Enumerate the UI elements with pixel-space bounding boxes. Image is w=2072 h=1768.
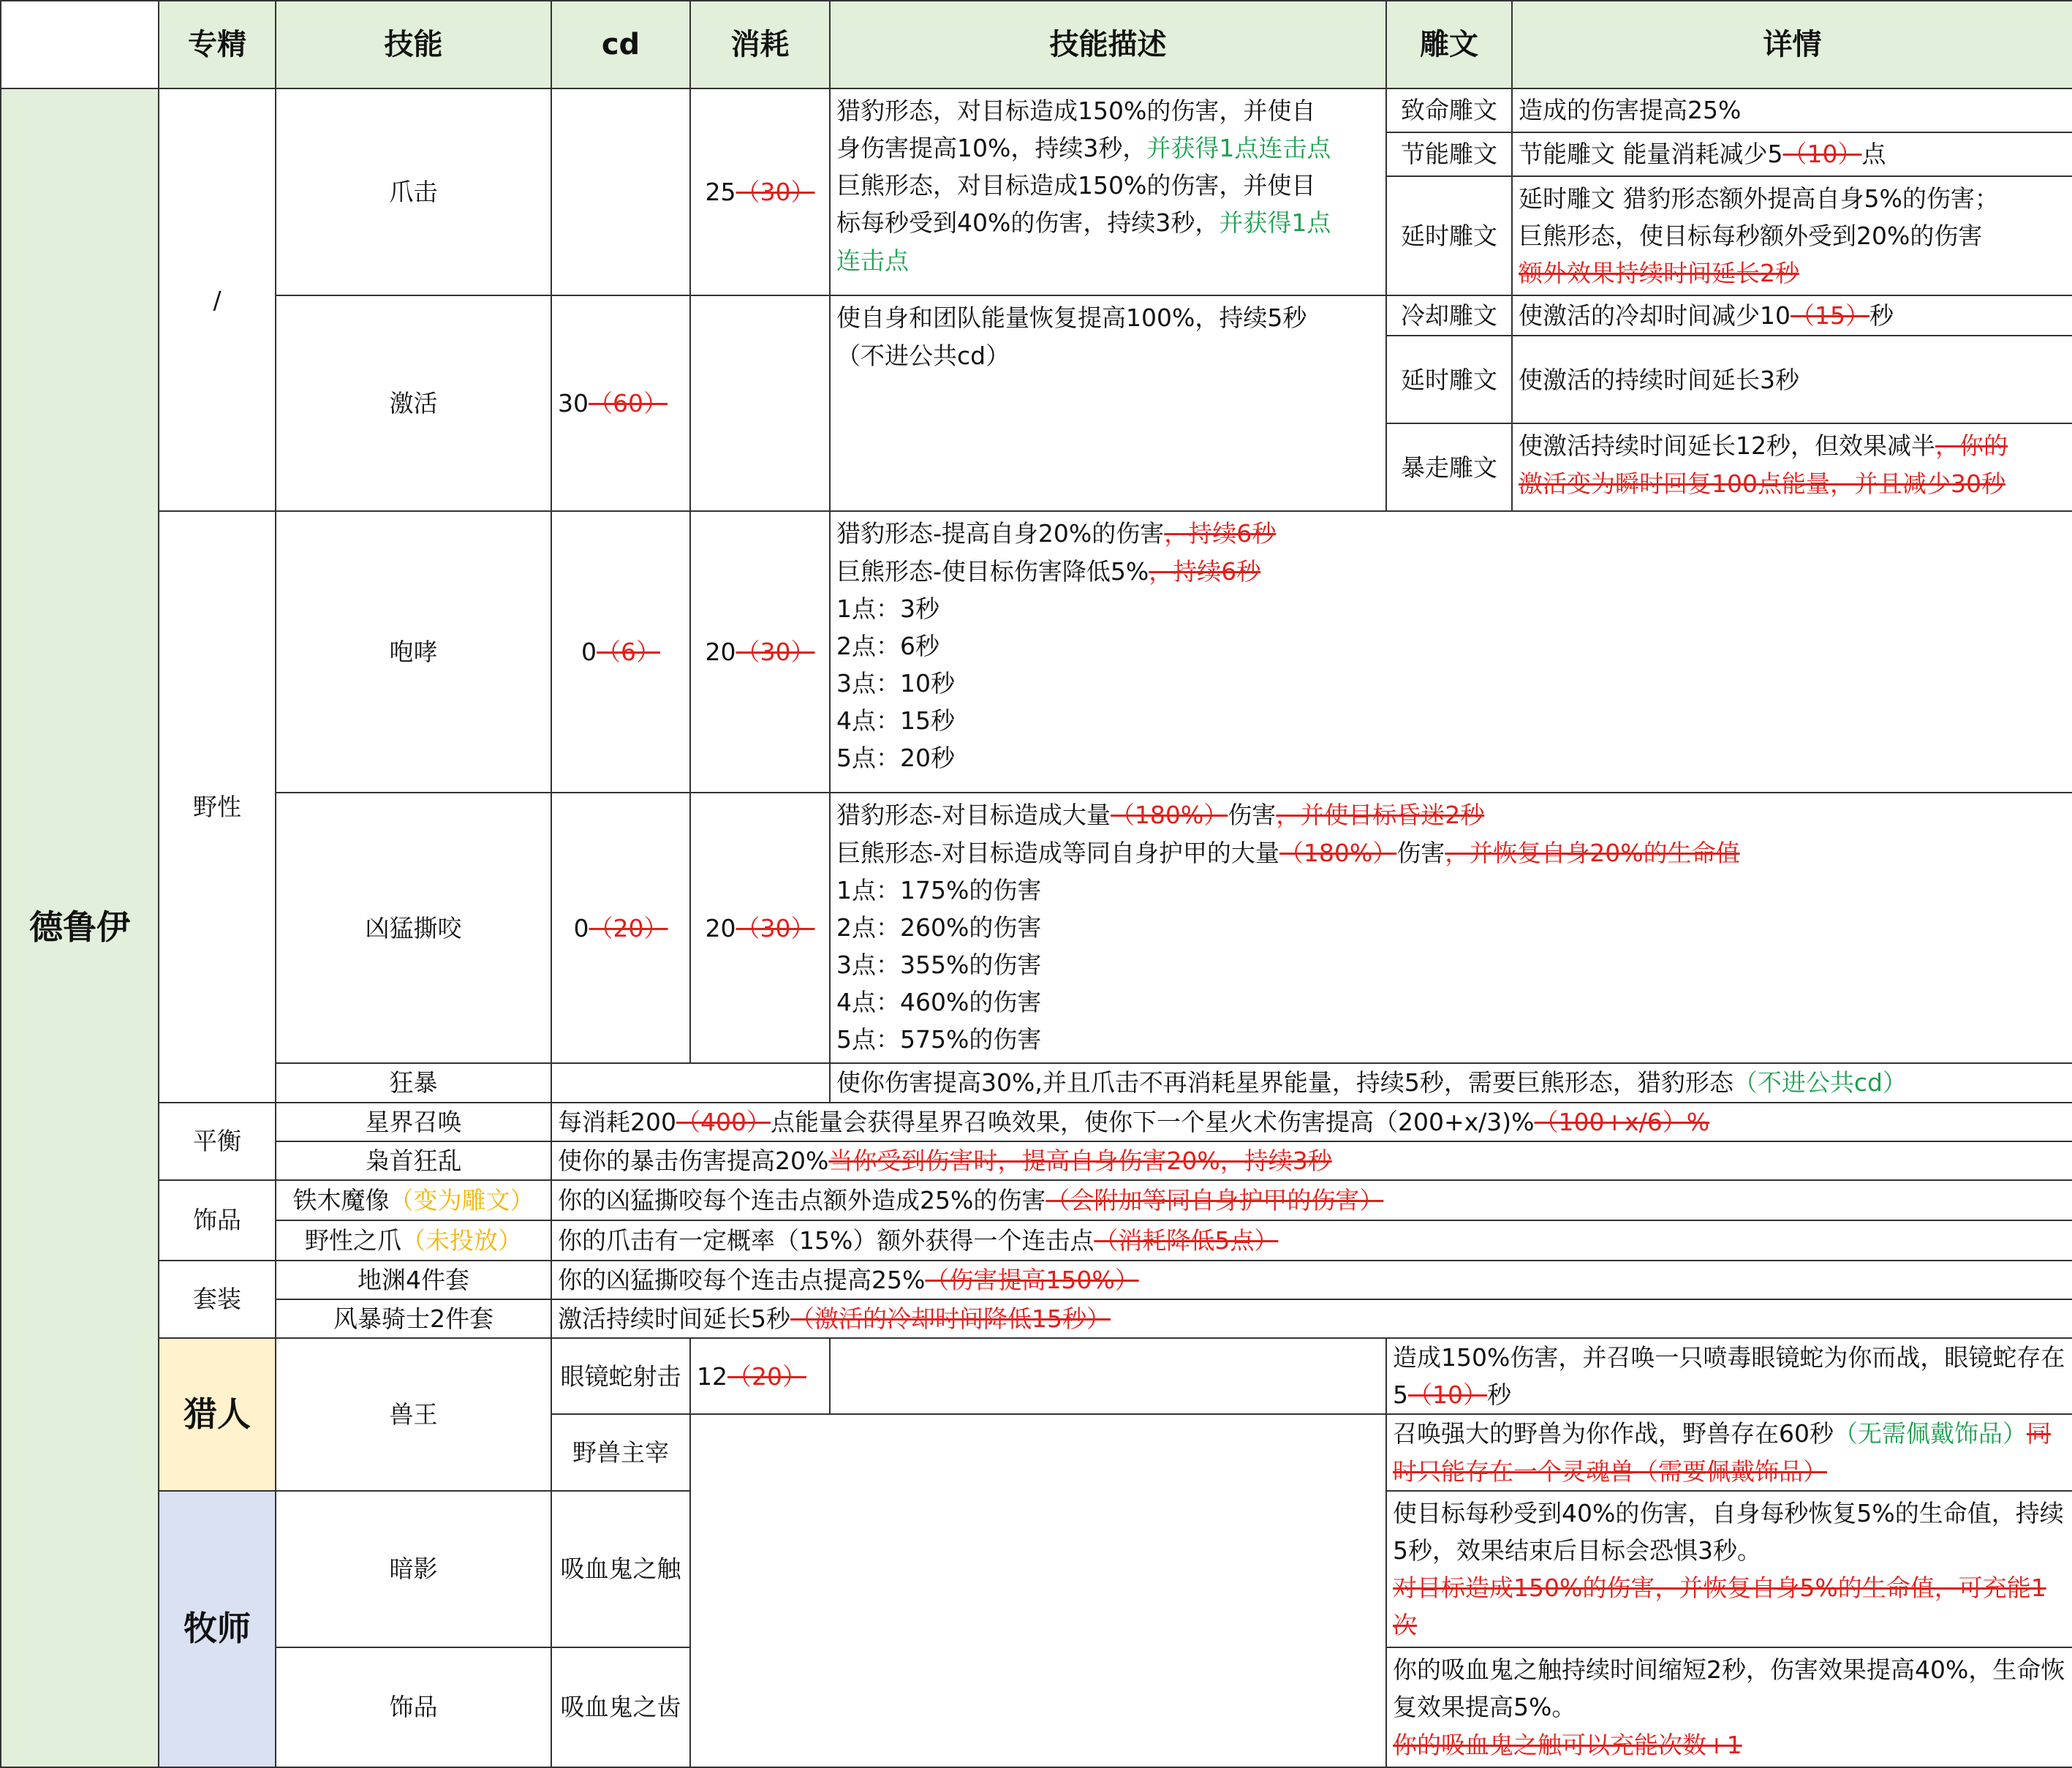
glyph-old: ，你的 <box>1935 431 2008 461</box>
desc-old: （会附加等同自身护甲的伤害） <box>1046 1185 1384 1214</box>
desc-line <box>836 834 2066 872</box>
cost-old: （30） <box>736 638 815 667</box>
desc-green: （无需佩戴饰品） <box>1834 1419 2027 1448</box>
skill-wildclaw <box>276 1220 551 1261</box>
desc-text: 巨熊形态-使目标伤害降低5% <box>836 556 1149 586</box>
desc-old: （激活的冷却时间降低15秒） <box>790 1304 1111 1333</box>
desc-green: 并获得1点 <box>1219 208 1331 238</box>
desc-old: ，并恢复自身20%的生命值 <box>1445 838 1740 867</box>
skill-frenzy: 枭首狂乱 <box>276 1141 551 1180</box>
spec-trinket2: 饰品 <box>276 1647 551 1767</box>
cd-new: 0 <box>573 913 589 942</box>
desc-old: （消耗降低5点） <box>1094 1225 1279 1255</box>
desc-roar <box>830 511 2072 793</box>
desc-line: 巨熊形态，对目标造成150%的伤害，并使目 <box>836 171 1316 200</box>
cd-new: 30 <box>558 389 589 418</box>
desc-green: 并获得1点连击点 <box>1146 134 1331 163</box>
desc-line <box>836 515 2066 552</box>
skill-text: 野性之爪 <box>305 1225 401 1255</box>
skill-storm: 风暴骑士2件套 <box>276 1299 551 1338</box>
cd-roar <box>551 511 690 793</box>
desc-text: 造成150%伤害，并召唤一只喷毒眼镜蛇为你而战，眼镜蛇存在5 <box>1393 1343 2065 1410</box>
glyph-detail: 使激活的持续时间延长3秒 <box>1512 336 2072 423</box>
desc-green: （不进公共cd） <box>1733 1068 1907 1098</box>
desc-cobra <box>1386 1338 2072 1414</box>
desc-text: 秒 <box>1487 1380 1511 1410</box>
desc-line: 4点：15秒 <box>836 706 955 736</box>
desc-text: 使你伤害提高30%,并且爪击不再消耗星界能量，持续5秒，需要巨熊形态，猎豹形态 <box>836 1068 1733 1098</box>
cd-old: （6） <box>597 638 660 667</box>
glyph-line: 巨熊形态，使目标每秒额外受到20%的伤害 <box>1519 222 1983 251</box>
desc-old: 你的吸血鬼之触可以充能次数+1 <box>1393 1730 1742 1759</box>
desc-old: ，并使目标昏迷2秒 <box>1276 801 1485 830</box>
desc-old: （180%） <box>1279 838 1397 867</box>
cost-cobra <box>830 1338 1386 1414</box>
desc-old: ，持续6秒 <box>1164 519 1277 548</box>
glyph-text: 节能雕文 能量消耗减少5 <box>1519 140 1783 169</box>
table-row <box>1 295 2072 336</box>
table-row <box>1 1141 2072 1180</box>
desc-line: 1点：3秒 <box>836 594 939 623</box>
glyph-name: 冷却雕文 <box>1386 295 1512 336</box>
glyph-name: 暴走雕文 <box>1386 423 1512 511</box>
header-spec: 专精 <box>159 1 276 88</box>
cd-old: （20） <box>727 1361 806 1391</box>
desc-line <box>836 553 2066 590</box>
header-description: 技能描述 <box>830 1 1386 88</box>
skill-roar: 咆哮 <box>276 511 551 793</box>
class-druid: 德鲁伊 <box>1 88 159 1767</box>
glyph-old: 额外效果持续时间延长2秒 <box>1519 259 1799 288</box>
skill-starfall: 星界召唤 <box>276 1103 551 1141</box>
table-row <box>1 1103 2072 1141</box>
cost-new: 20 <box>705 638 736 667</box>
spec-beast: 兽王 <box>276 1338 551 1491</box>
header-cd: cd <box>551 1 690 88</box>
desc-text: 每消耗200 <box>558 1107 676 1136</box>
glyph-text: 点 <box>1861 140 1886 169</box>
desc-text: 伤害 <box>1228 801 1277 830</box>
desc-frenzy <box>551 1141 2072 1180</box>
spec-shadow: 暗影 <box>276 1491 551 1648</box>
glyph-old: （10） <box>1782 140 1862 169</box>
desc-line: 5点：575%的伤害 <box>836 1025 1042 1054</box>
glyph-line: 延时雕文 猎豹形态额外提高自身5%的伤害； <box>1519 184 1999 213</box>
cd-cost-berserk <box>551 1063 830 1102</box>
cd-new: 12 <box>697 1361 727 1391</box>
desc-claw <box>830 88 1386 295</box>
skill-claw: 爪击 <box>276 88 551 295</box>
desc-activate <box>830 295 1386 511</box>
cd-bite <box>551 793 690 1063</box>
spec-none: / <box>159 88 276 511</box>
glyph-detail: 造成的伤害提高25% <box>1512 88 2072 132</box>
header-skill: 技能 <box>276 1 551 88</box>
table-row <box>1 1299 2072 1338</box>
skill-vfang: 吸血鬼之齿 <box>551 1647 690 1767</box>
header-glyph: 雕文 <box>1386 1 1512 88</box>
desc-line: 使目标每秒受到40%的伤害，自身每秒恢复5%的生命值，持续5秒，效果结束后目标会恐惧3秒。 <box>1393 1498 2064 1565</box>
header-blank <box>1 1 159 88</box>
glyph-detail <box>1512 423 2072 511</box>
desc-line: 你的吸血鬼之触持续时间缩短2秒，伤害效果提高40%，生命恢复效果提高5%。 <box>1393 1655 2065 1722</box>
spec-trinket: 饰品 <box>159 1180 276 1261</box>
cost-activate <box>690 295 830 511</box>
cd-new: 0 <box>581 638 597 667</box>
desc-text: 标每秒受到40%的伤害，持续3秒， <box>836 208 1220 238</box>
desc-text: 巨熊形态-对目标造成等同自身护甲的大量 <box>836 838 1279 867</box>
table-row <box>1 1220 2072 1261</box>
header-detail: 详情 <box>1512 1 2072 88</box>
skill-beastlord: 野兽主宰 <box>551 1414 690 1490</box>
desc-vfang <box>1386 1647 2072 1767</box>
table-row <box>1 1063 2072 1102</box>
desc-old: 当你受到伤害时，提高自身伤害20%，持续3秒 <box>828 1146 1332 1175</box>
desc-beastlord <box>1386 1414 2072 1490</box>
desc-line <box>836 129 1380 167</box>
skill-berserk: 狂暴 <box>276 1063 551 1102</box>
cd-old: （60） <box>589 389 668 418</box>
spec-set: 套装 <box>159 1261 276 1338</box>
glyph-text: 使激活持续时间延长12秒，但效果减半 <box>1519 431 1935 461</box>
cost-old: （30） <box>736 913 815 942</box>
desc-line: 3点：10秒 <box>836 668 955 698</box>
table-row <box>1 1261 2072 1299</box>
skill-note: （未投放） <box>401 1225 522 1255</box>
skill-abyss: 地渊4件套 <box>276 1261 551 1299</box>
cost-roar <box>690 511 830 793</box>
glyph-text: 秒 <box>1869 301 1894 330</box>
desc-old: 对目标造成150%的伤害，并恢复自身5%的生命值，可充能1次 <box>1393 1573 2046 1640</box>
desc-old: 同时只能存在一个灵魂兽（需要佩戴饰品） <box>1393 1419 2051 1486</box>
desc-text: 你的凶猛撕咬每个连击点额外造成25%的伤害 <box>558 1185 1046 1214</box>
glyph-detail <box>1512 132 2072 176</box>
desc-text: 伤害 <box>1396 838 1445 867</box>
glyph-name: 延时雕文 <box>1386 176 1512 295</box>
cost-old: （30） <box>736 178 815 207</box>
desc-line: 4点：460%的伤害 <box>836 988 1042 1017</box>
cd-old: （20） <box>589 913 668 942</box>
skill-cobra: 眼镜蛇射击 <box>551 1338 690 1414</box>
desc-storm <box>551 1299 2072 1338</box>
skill-bite: 凶猛撕咬 <box>276 793 551 1063</box>
desc-wildclaw <box>551 1220 2072 1261</box>
table-row <box>1 511 2072 793</box>
skill-ironbark <box>276 1180 551 1220</box>
desc-line: （不进公共cd） <box>836 341 1010 370</box>
header-cost: 消耗 <box>690 1 830 88</box>
skill-note: （变为雕文） <box>389 1185 534 1214</box>
desc-old: （10） <box>1408 1380 1487 1410</box>
desc-text: 你的凶猛撕咬每个连击点提高25% <box>558 1265 926 1294</box>
desc-line <box>836 796 2066 834</box>
class-hunter: 猎人 <box>159 1338 276 1491</box>
cd-activate <box>551 295 690 511</box>
desc-line: 连击点 <box>836 246 909 275</box>
glyph-name: 节能雕文 <box>1386 132 1512 176</box>
spec-feral: 野性 <box>159 511 276 1102</box>
header-row <box>1 1 2072 88</box>
desc-line: 使自身和团队能量恢复提高100%，持续5秒 <box>836 303 1307 333</box>
desc-text: 猎豹形态-对目标造成大量 <box>836 801 1111 830</box>
glyph-name: 延时雕文 <box>1386 336 1512 423</box>
table-row <box>1 88 2072 132</box>
table-row <box>1 793 2072 1063</box>
glyph-text: 使激活的冷却时间减少10 <box>1519 301 1791 330</box>
table-row <box>1 1180 2072 1220</box>
glyph-detail <box>1512 295 2072 336</box>
desc-starfall <box>551 1103 2072 1141</box>
cd-claw <box>551 88 690 295</box>
skill-activate: 激活 <box>276 295 551 511</box>
desc-vtouch <box>1386 1491 2072 1648</box>
desc-line: 5点：20秒 <box>836 744 955 773</box>
desc-old: （400） <box>676 1107 771 1136</box>
desc-berserk <box>830 1063 2072 1102</box>
desc-line: 猎豹形态，对目标造成150%的伤害，并使自 <box>836 97 1316 125</box>
glyph-name: 致命雕文 <box>1386 88 1512 132</box>
glyph-old: （15） <box>1791 301 1869 330</box>
desc-line: 3点：355%的伤害 <box>836 950 1042 979</box>
desc-old: （100+x/6）% <box>1534 1107 1710 1136</box>
desc-line: 1点：175%的伤害 <box>836 875 1042 904</box>
desc-line <box>836 204 1380 241</box>
class-priest: 牧师 <box>159 1491 276 1767</box>
desc-text: 使你的暴击伤害提高20% <box>558 1146 829 1175</box>
cost-claw <box>690 88 830 295</box>
desc-text: 你的爪击有一定概率（15%）额外获得一个连击点 <box>558 1225 1094 1255</box>
glyph-old: 激活变为瞬时回复100点能量，并且减少30秒 <box>1519 469 2005 498</box>
cost-bite <box>690 793 830 1063</box>
desc-line: 2点：260%的伤害 <box>836 913 1042 942</box>
cd-cost-empty <box>690 1414 1386 1767</box>
desc-old: （伤害提高150%） <box>925 1265 1139 1294</box>
desc-text: 召唤强大的野兽为你作战，野兽存在60秒 <box>1393 1419 1834 1448</box>
cost-new: 25 <box>705 178 736 207</box>
desc-line: 2点：6秒 <box>836 631 939 660</box>
desc-text: 激活持续时间延长5秒 <box>558 1304 790 1333</box>
spec-balance: 平衡 <box>159 1103 276 1180</box>
cost-new: 20 <box>705 913 736 942</box>
desc-ironbark <box>551 1180 2072 1220</box>
glyph-detail <box>1512 176 2072 295</box>
desc-old: （180%） <box>1110 801 1228 830</box>
cd-cobra <box>690 1338 830 1414</box>
desc-text: 身伤害提高10%，持续3秒， <box>836 134 1147 163</box>
desc-abyss <box>551 1261 2072 1299</box>
skill-text: 铁木魔像 <box>292 1185 390 1214</box>
desc-bite <box>830 793 2072 1063</box>
desc-old: ，持续6秒 <box>1149 556 1261 586</box>
table-row <box>1 1338 2072 1414</box>
skill-vtouch: 吸血鬼之触 <box>551 1491 690 1648</box>
glyph-line <box>1519 427 2066 464</box>
desc-text: 猎豹形态-提高自身20%的伤害 <box>836 519 1165 548</box>
desc-text: 点能量会获得星界召唤效果，使你下一个星火术伤害提高（200+x/3)% <box>771 1107 1535 1136</box>
